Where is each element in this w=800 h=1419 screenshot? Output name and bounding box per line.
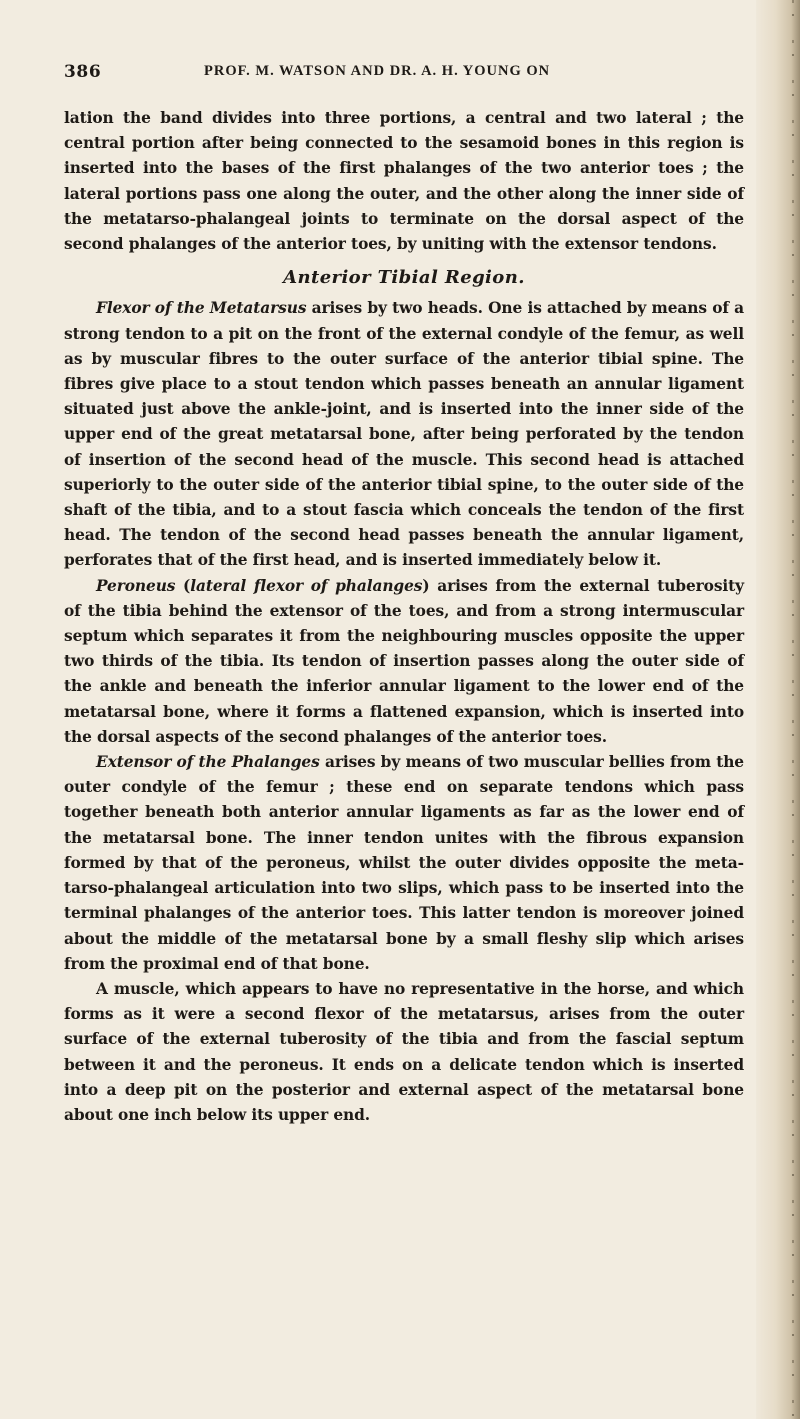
running-title: PROF. M. WATSON AND DR. A. H. YOUNG ON: [204, 63, 551, 79]
muscle-name-flexor-rest: of the Metatarsus: [154, 299, 307, 318]
running-head: [64, 62, 744, 86]
paragraph-second-flexor: A muscle, which appears to have no representative in the horse, and which forms as it were a second flexor of the metatarsus, arises from the outer surface of the external tuberosity of the tibia and from the fascial septum between it and the peroneus. It ends on a delicate tendon which is inserted into a deep pit on the posterior and external aspect of the metatarsal bone about one inch below its upper end.: [64, 979, 744, 1124]
page-binding-edge: [756, 0, 800, 1419]
paragraph-peroneus: [64, 574, 744, 750]
paragraph-extensor-phalanges: [64, 750, 744, 977]
paren-open: (: [175, 576, 191, 595]
paragraph-flexor-metatarsus: [64, 296, 744, 573]
muscle-name-flexor: Flexor: [96, 299, 150, 318]
section-heading: Anterior Tibial Region.: [283, 267, 525, 289]
page-number: 386: [64, 62, 102, 82]
body-text: [64, 106, 744, 1128]
paragraph-continuation: lation the band divides into three portions, a central and two lateral ; the central portion after being connected to the sesamoid bones in this region is inserted into the bases of the first phalanges of the two anterior toes ; the lateral portions pass one along the outer, and the other along the inner side of the metatarso-phalangeal joints to terminate on the dorsal aspect of the second phalanges of the anterior toes, by uniting with the extensor tendons.: [64, 109, 744, 254]
muscle-name-peroneus: Peroneus: [96, 576, 176, 595]
paragraph-flexor-body: arises by two heads. One is attached by means of a strong tendon to a pit on the front of the external condyle of the femur, as well as by muscular fibres to the outer surface of the anterior tibial spine. The fibres give place to a stout tendon which passes beneath an annular ligament situated just above the ankle-joint, and is inserted into the inner side of the upper end of the great metatarsal bone, after being perforated by the tendon of insertion of the second head of the muscle. This second head is attached superiorly to the outer side of the anterior tibial spine, to the outer side of the shaft of the tibia, and to a stout fascia which conceals the tendon of the first head. The tendon of the second head passes beneath the annular ligament, perforates that of the first head, and is inserted immediately below it.: [64, 299, 745, 570]
muscle-alt-name-peroneus: lateral flexor of phalanges: [190, 576, 423, 595]
muscle-name-extensor: Extensor of the Phalanges: [96, 753, 320, 772]
paragraph-peroneus-body: arises from the external tuberosity of the tibia behind the extensor of the toes, and from a strong intermuscular septum which separates it from the neighbouring muscles opposite the upper two thirds of the tibia. Its tendon of insertion passes along the outer side of the ankle and beneath the inferior annular ligament to the lower end of the metatarsal bone, where it forms a flattened expansion, which is inserted into the dorsal aspects of the second phalanges of the anterior toes.: [64, 576, 744, 746]
paren-close: ): [422, 576, 430, 595]
paragraph-extensor-body: arises by means of two muscular bellies from the outer condyle of the femur ; these end on separate tendons which pass together beneath both anterior annular ligaments as far as the lower end of the metatarsal bone. The inner tendon unites with the fibrous expansion formed by that of the peroneus, whilst the outer divides opposite the metatarso-phalangeal articulation into two slips, which pass to be inserted into the terminal phalanges of the anterior toes. This latter tendon is moreover joined about the middle of the metatarsal bone by a small fleshy slip which arises from the proximal end of that bone.: [64, 753, 744, 973]
